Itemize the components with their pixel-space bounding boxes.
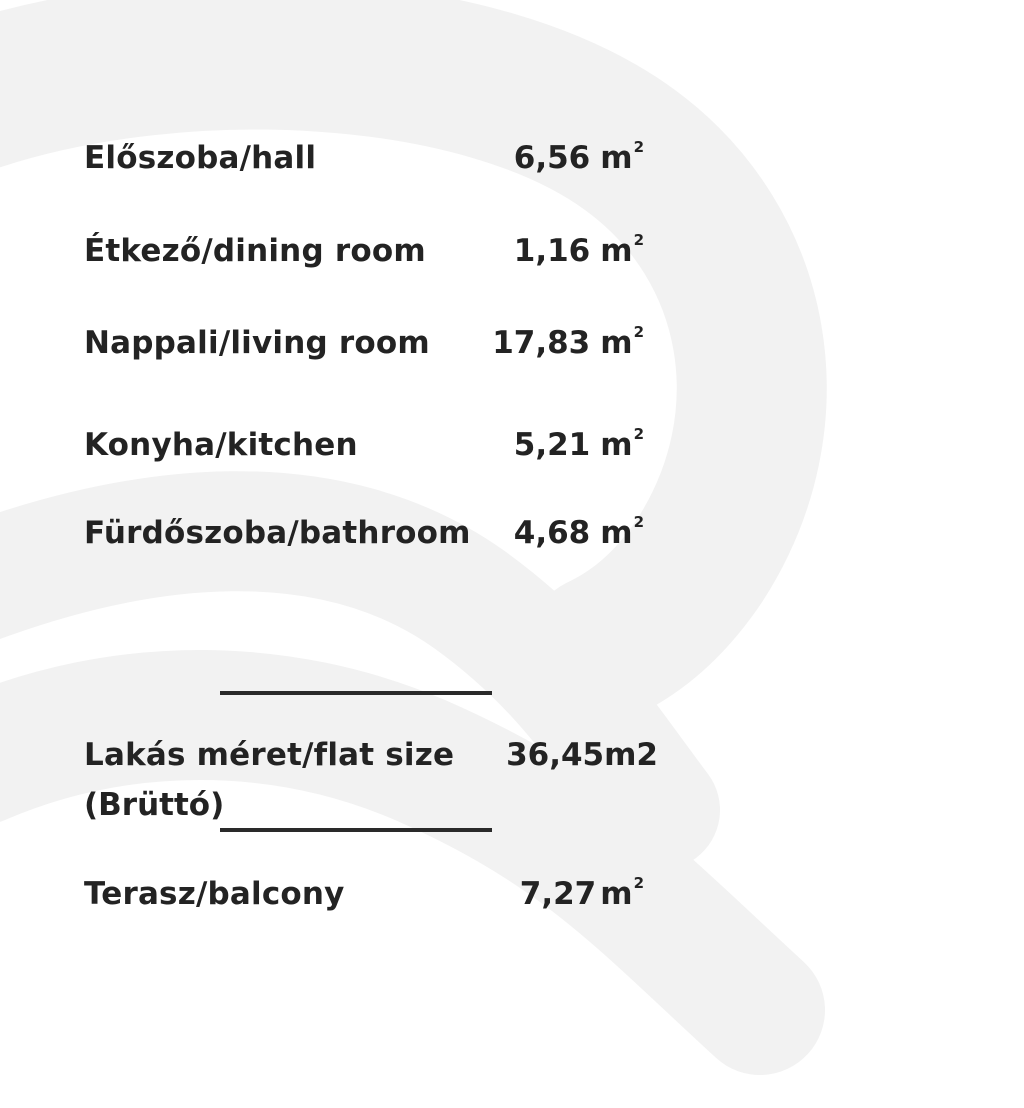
- room-row-bathroom: [84, 515, 664, 559]
- divider-line: [220, 828, 492, 832]
- balcony-row: [84, 876, 664, 920]
- room-row-kitchen: [84, 427, 664, 471]
- balcony-area: 7,27 $m^2$: [519, 874, 644, 912]
- total-sublabel: (Brüttó): [84, 787, 225, 823]
- room-row-hall: [84, 140, 664, 184]
- balcony-label: Terasz/balcony: [84, 876, 345, 912]
- room-area: 17,83 $m^2$: [492, 323, 644, 361]
- room-area: 6,56 $m^2$: [513, 138, 644, 176]
- room-label: Nappali/living room: [84, 325, 430, 361]
- total-label: Lakás méret/flat size: [84, 737, 455, 773]
- room-area: 4,68 $m^2$: [513, 513, 644, 551]
- room-row-living: [84, 325, 664, 369]
- total-row: [84, 737, 664, 781]
- room-label: Étkező/dining room: [84, 233, 426, 269]
- total-area: 36,45m2: [506, 737, 658, 773]
- room-area: 1,16 $m^2$: [513, 231, 644, 269]
- room-label: Előszoba/hall: [84, 140, 317, 176]
- room-label: Konyha/kitchen: [84, 427, 358, 463]
- divider-line: [220, 691, 492, 695]
- room-label: Fürdőszoba/bathroom: [84, 515, 471, 551]
- room-area: 5,21 $m^2$: [513, 425, 644, 463]
- room-row-dining: [84, 233, 664, 277]
